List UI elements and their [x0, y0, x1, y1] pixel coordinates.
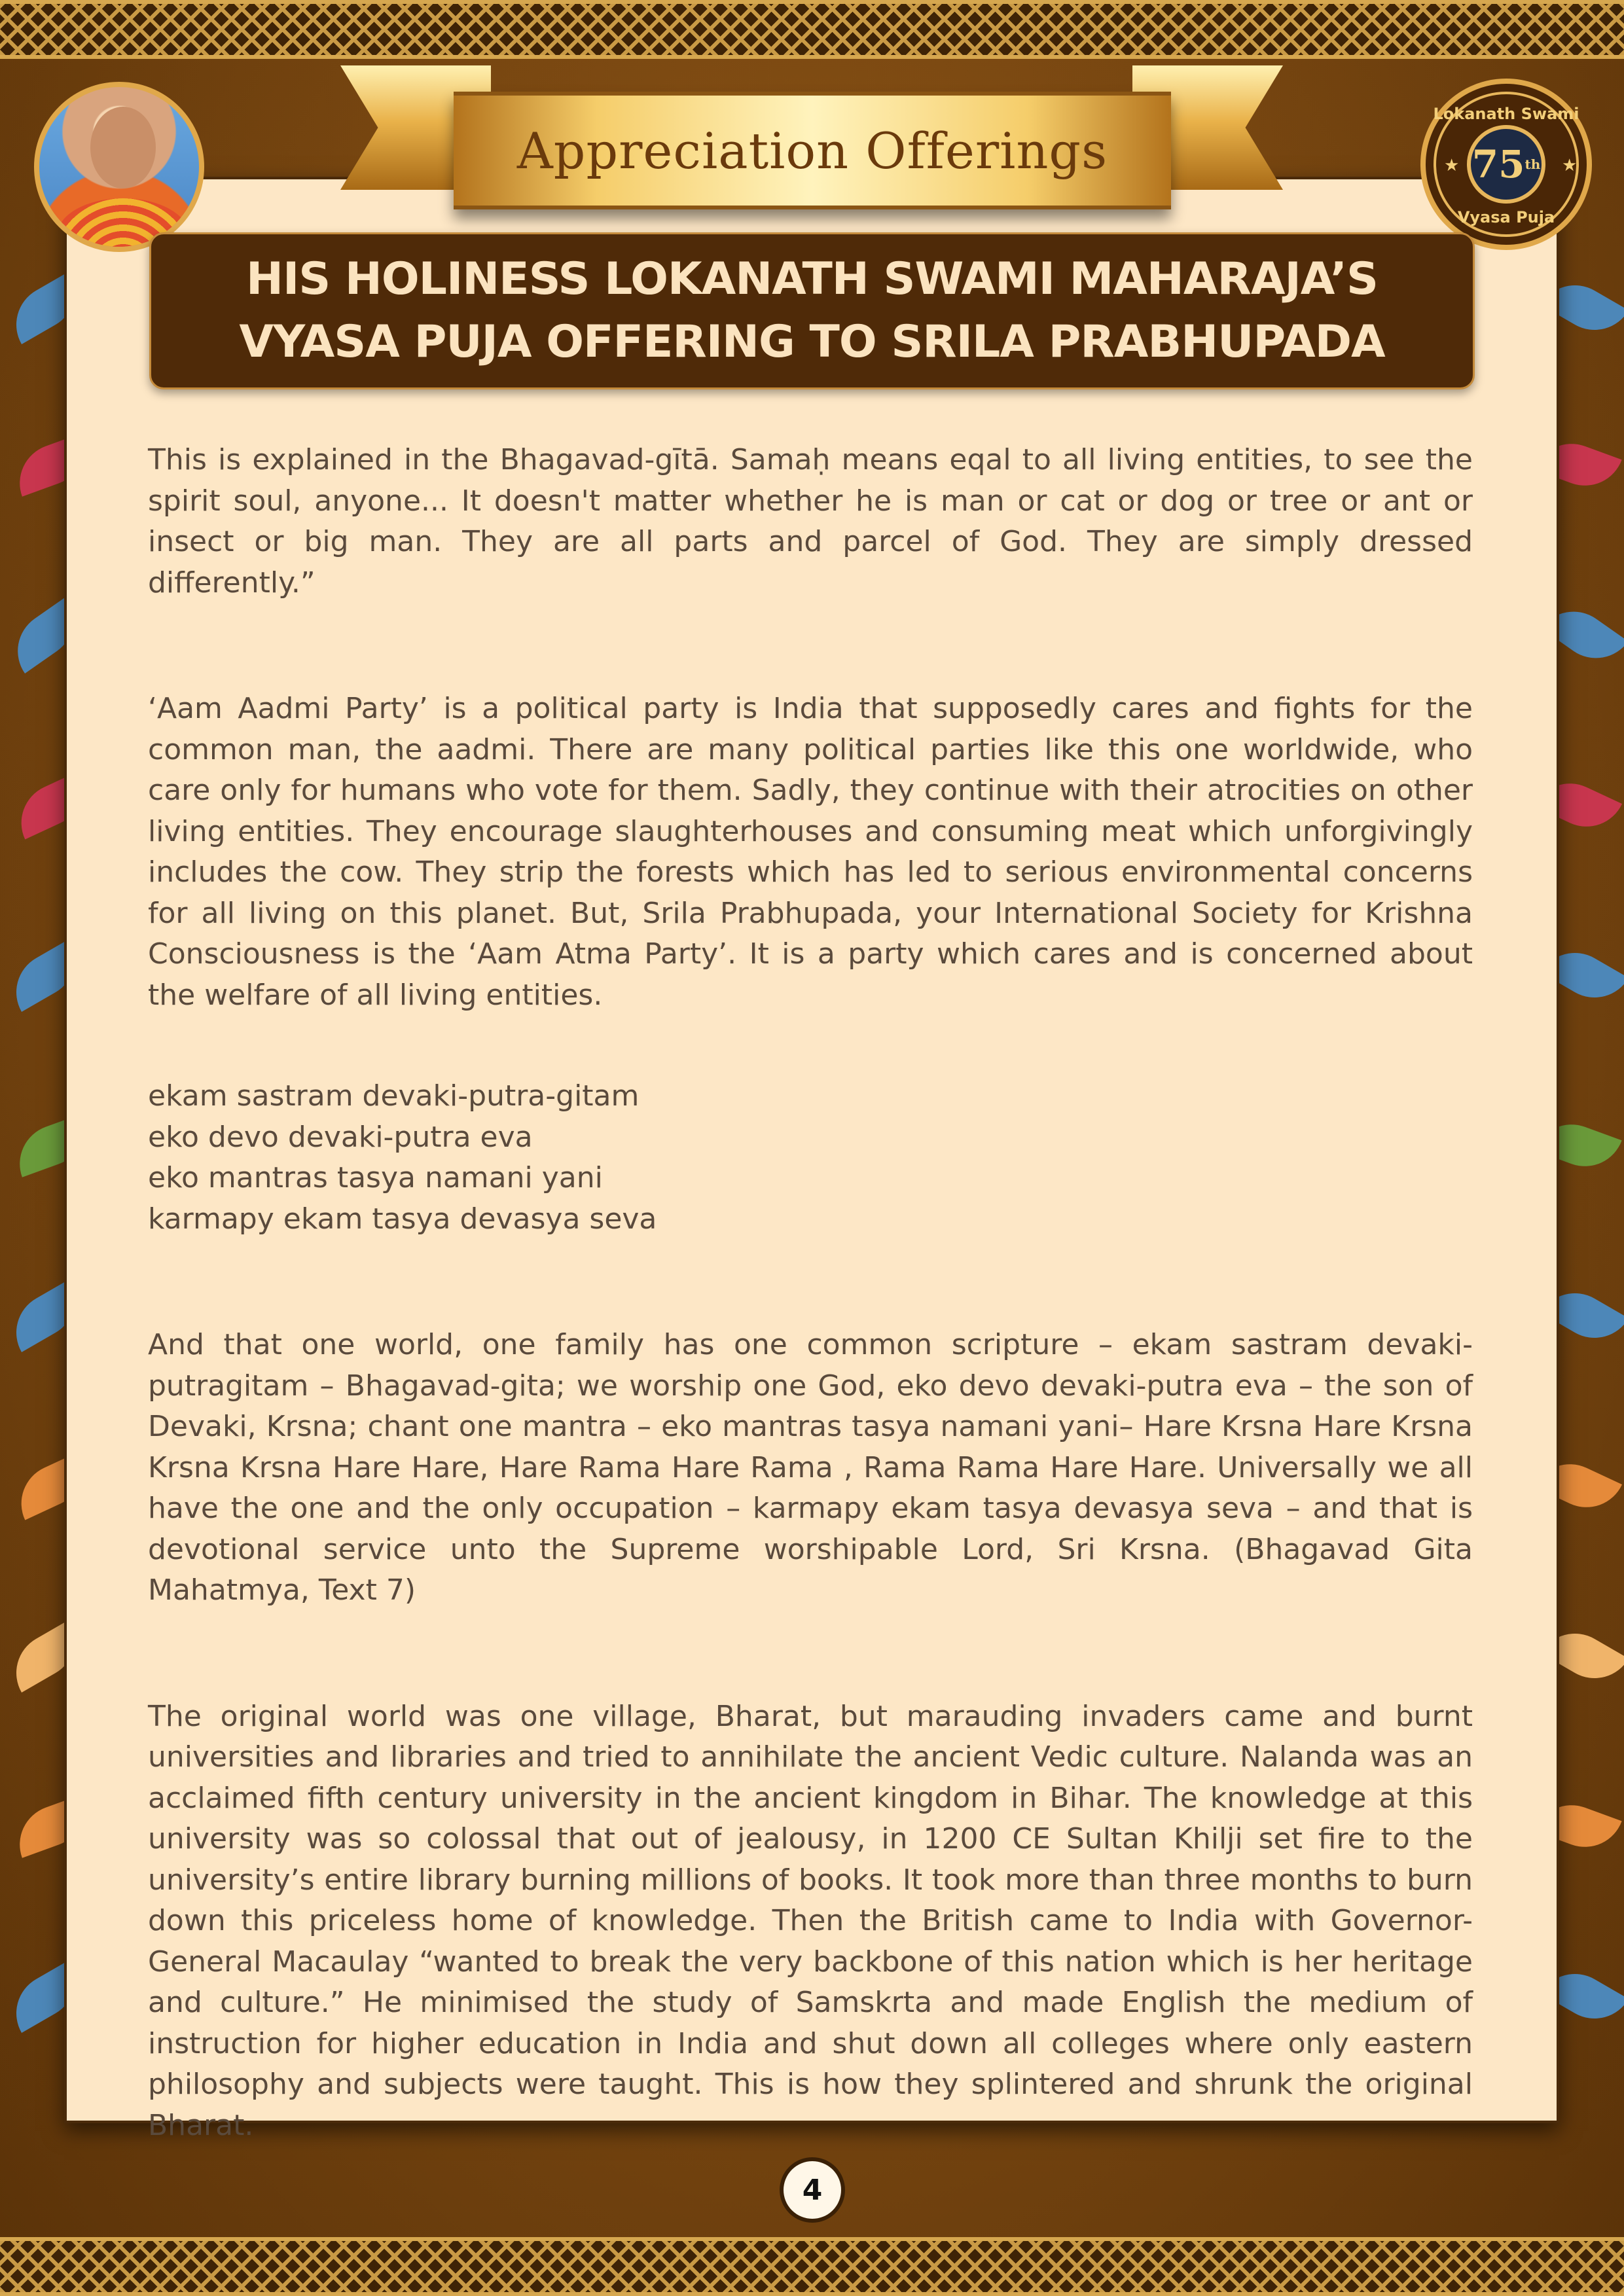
paragraph-1: This is explained in the Bhagavad-gītā. Samaḥ means eqal to all living entities, to see the spirit soul, anyone... It doesn't matter whether he is man or cat or dog or tree or ant or insect or big man. They are all parts and parcel of God. They are simply dressed differently.” — [148, 443, 1473, 600]
badge-top-text: Lokanath Swami — [1433, 105, 1579, 123]
verse-line: eko devo devaki-putra eva — [148, 1120, 533, 1154]
verse-line: ekam sastram devaki-putra-gitam — [148, 1079, 640, 1113]
heading-line-2: VYASA PUJA OFFERING TO SRILA PRABHUPADA — [239, 316, 1385, 368]
article-body — [148, 440, 1473, 2146]
paragraph-2: ‘Aam Aadmi Party’ is a political party is India that supposedly cares and fights for the common man, the aadmi. There are many political parties like this one worldwide, who care only for humans who vote for them. Sadly, they continue with their atrocities on other living entities. They encourage slaughterhouses and consuming meat which unforgivingly includes the cow. They strip the forests which has led to serious environmental concerns for all living on this planet. But, Srila Prabhupada, your International Society for Krishna Consciousness is the ‘Aam Atma Party’. It is a party which cares and is concerned about the welfare of all living entities. — [148, 692, 1473, 1012]
star-icon: ★ — [1562, 156, 1578, 175]
section-title: Appreciation Offerings — [516, 121, 1108, 180]
bottom-ornament-strip — [0, 2237, 1624, 2296]
verse-line: eko mantras tasya namani yani — [148, 1161, 603, 1194]
anniversary-badge — [1420, 79, 1592, 250]
paragraph-3: And that one world, one family has one common scripture – ekam sastram devaki-putragitam – Bhagavad-gita; we worship one God, eko devo devaki-putra eva – the son of Devaki, Krsna; chant one mantra – eko mantras tasya namani yani– Hare Krsna Hare Krsna Krsna Krsna Hare Hare, Hare Rama Hare Rama , Rama Rama Hare Hare. Universally we all have the one and the only occupation – karmapy ekam tasya devasya seva – and that is devotional service unto the Supreme worshipable Lord, Sri Krsna. (Bhagavad Gita Mahatmya, Text 7) — [148, 1328, 1473, 1607]
star-icon: ★ — [1444, 156, 1460, 175]
badge-number-suffix: th — [1525, 156, 1541, 172]
badge-bottom-text: Vyasa Puja — [1457, 208, 1555, 226]
page-heading-banner — [149, 232, 1475, 389]
top-ornament-strip — [0, 0, 1624, 59]
title-ribbon — [454, 92, 1171, 209]
badge-number-value: 75 — [1471, 142, 1525, 187]
page-number: 4 — [780, 2157, 845, 2223]
heading-line-1: HIS HOLINESS LOKANATH SWAMI MAHARAJA’S — [246, 253, 1378, 305]
sanskrit-verse — [148, 1076, 1473, 1240]
verse-line: karmapy ekam tasya devasya seva — [148, 1202, 657, 1236]
portrait-face — [90, 107, 156, 188]
author-portrait — [34, 82, 204, 252]
paragraph-4: The original world was one village, Bharat, but marauding invaders came and burnt universities and libraries and tried to annihilate the ancient Vedic culture. Nalanda was an acclaimed fifth century university in the ancient kingdom in Bihar. The knowledge at this university was so colossal that out of jealousy, in 1200 CE Sultan Khilji set fire to the university’s entire library burning millions of books. It took more than three months to burn down this priceless home of knowledge. Then the British came to India with Governor-General Macaulay “wanted to break the very backbone of this nation which is her heritage and culture.” He minimised the study of Samskrta and made English the medium of instruction for higher education in India and shut down all colleges where only eastern philosophy and subjects were taught. This is how they splintered and shrunk the original Bharat. — [148, 1699, 1473, 2142]
